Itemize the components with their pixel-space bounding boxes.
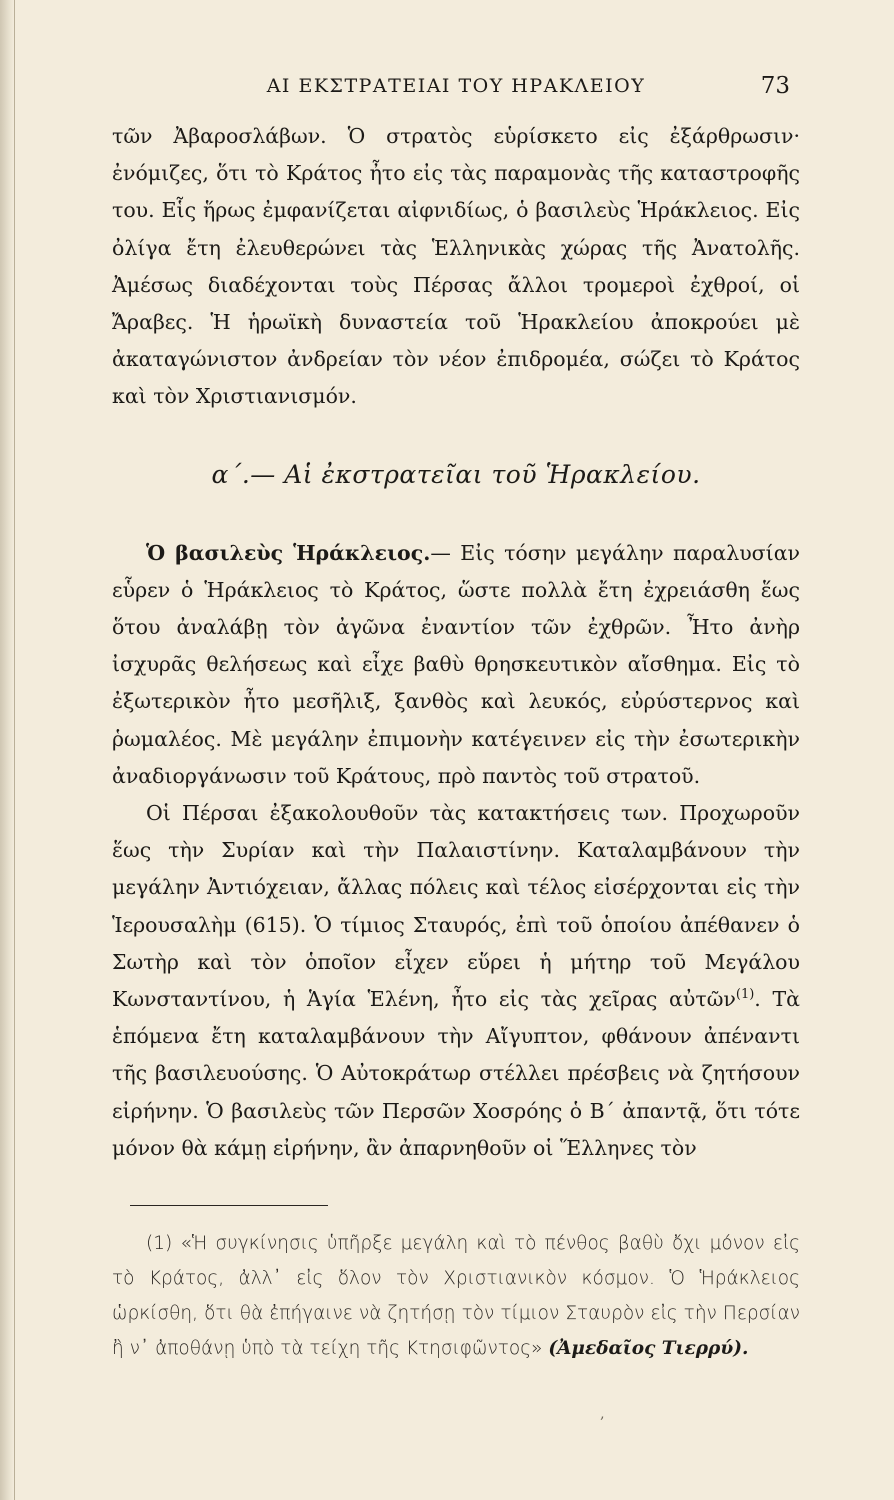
paragraph-heraclius	[112, 535, 800, 795]
intro-paragraph: τῶν Ἀβαροσλάβων. Ὁ στρατὸς εὑρίσκετο εἰς ἐξάρθρωσιν· ἐνόμιζες, ὅτι τὸ Κράτος ἦτο εἰς τὰς παραμονὰς τῆς καταστροφῆς του. Εἷς ἥρως ἐμφανίζεται αἰφνιδίως, ὁ βασιλεὺς Ἡράκλειος. Εἰς ὀλίγα ἔτη ἐλευθερώνει τὰς Ἑλληνικὰς χώρας τῆς Ἀνατολῆς. Ἀμέσως διαδέχονται τοὺς Πέρσας ἄλλοι τρομεροὶ ἐχθροί, οἱ Ἄραβες. Ἡ ἡρωϊκὴ δυναστεία τοῦ Ἡρακλείου ἀποκρούει μὲ ἀκαταγώνιστον ἀνδρείαν τὸν νέον ἐπιδρομέα, σώζει τὸ Κράτος καὶ τὸν Χριστιανισμόν.	[112, 124, 800, 409]
footnote-attribution: (Ἀμεδαῖος Τιερρύ).	[548, 1338, 749, 1360]
paragraph-lead-in: Ὁ βασιλεὺς Ἡράκλειος.	[146, 540, 431, 565]
paragraph-persians-text-after: . Τὰ ἑπόμενα ἔτη καταλαμβάνουν τὴν Αἴγυπτον, φθάνουν ἀπέναντι τῆς βασιλευούσης. Ὁ Αὐτοκράτωρ στέλλει πρέσβεις νὰ ζητήσουν εἰρήνην. Ὁ βασιλεὺς τῶν Περσῶν Χοσρόης ὁ Β΄ ἀπαντᾷ, ὅτι τότε μόνον θὰ κάμῃ εἰρήνην, ἂν ἀπαρνηθοῦν οἱ Ἕλληνες τὸν	[112, 987, 800, 1160]
paragraph-heraclius-text: — Εἰς τόσην μεγάλην παραλυσίαν εὗρεν ὁ Ἡράκλειος τὸ Κράτος, ὥστε πολλὰ ἔτη ἐχρειάσθη ἕως ὅτου ἀναλάβῃ τὸν ἀγῶνα ἐναντίον τῶν ἐχθρῶν. Ἦτο ἀνὴρ ἰσχυρᾶς θελήσεως καὶ εἶχε βαθὺ θρησκευτικὸν αἴσθημα. Εἰς τὸ ἐξωτερικὸν ἦτο μεσῆλιξ, ξανθὸς καὶ λευκός, εὐρύστερνος καὶ ῥωμαλέος. Μὲ μεγάλην ἐπιμονὴν κατέγεινεν εἰς τὴν ἐσωτερικὴν ἀναδιοργάνωσιν τοῦ Κράτους, πρὸ παντὸς τοῦ στρατοῦ.	[112, 540, 801, 788]
paragraph-persians-text-before: Οἱ Πέρσαι ἐξακολουθοῦν τὰς κατακτήσεις των. Προχωροῦν ἕως τὴν Συρίαν καὶ τὴν Παλαιστίνην. Καταλαμβάνουν τὴν μεγάλην Ἀντιόχειαν, ἄλλας πόλεις καὶ τέλος εἰσέρχονται εἰς τὴν Ἱερουσαλὴμ (615). Ὁ τίμιος Σταυρός, ἐπὶ τοῦ ὁποίου ἀπέθανεν ὁ Σωτὴρ καὶ τὸν ὁποῖον εἶχεν εὕρει ἡ μήτηρ τοῦ Μεγάλου Κωνσταντίνου, ἡ Ἁγία Ἑλένη, ἦτο εἰς τὰς χεῖρας αὐτῶν	[112, 801, 800, 1012]
paragraph-persians	[112, 795, 800, 1167]
book-page	[112, 64, 800, 1385]
footnote-divider	[130, 1205, 328, 1206]
stray-ink-mark: ‚	[600, 1406, 605, 1422]
footnote-marker: (1)	[146, 1233, 173, 1255]
footnote-text: «Ἡ συγκίνησις ὑπῆρξε μεγάλη καὶ τὸ πένθος βαθὺ ὄχι μόνον εἰς τὸ Κράτος, ἀλλ᾿ εἰς ὅλον τὸν Χριστιανικὸν κόσμον. Ὁ Ἡράκλειος ὡρκίσθη, ὅτι θὰ ἐπήγαινε νὰ ζητήσῃ τὸν τίμιον Σταυρὸν εἰς τὴν Περσίαν ἢ ν᾿ ἀποθάνῃ ὑπὸ τὰ τείχη τῆς Κτησιφῶντος»	[112, 1233, 800, 1360]
book-spine-edge	[0, 0, 15, 1500]
footnote-reference[interactable]: (1)	[735, 987, 755, 1003]
running-title: ΑΙ ΕΚΣΤΡΑΤΕΙΑΙ ΤΟΥ ΗΡΑΚΛΕΙΟΥ	[266, 75, 646, 97]
section-heading: α΄.— Αἱ ἐκστρατεῖαι τοῦ Ἡρακλείου.	[211, 459, 701, 489]
running-head	[112, 64, 800, 108]
footnote	[112, 1226, 800, 1366]
page-number: 73	[760, 73, 790, 99]
